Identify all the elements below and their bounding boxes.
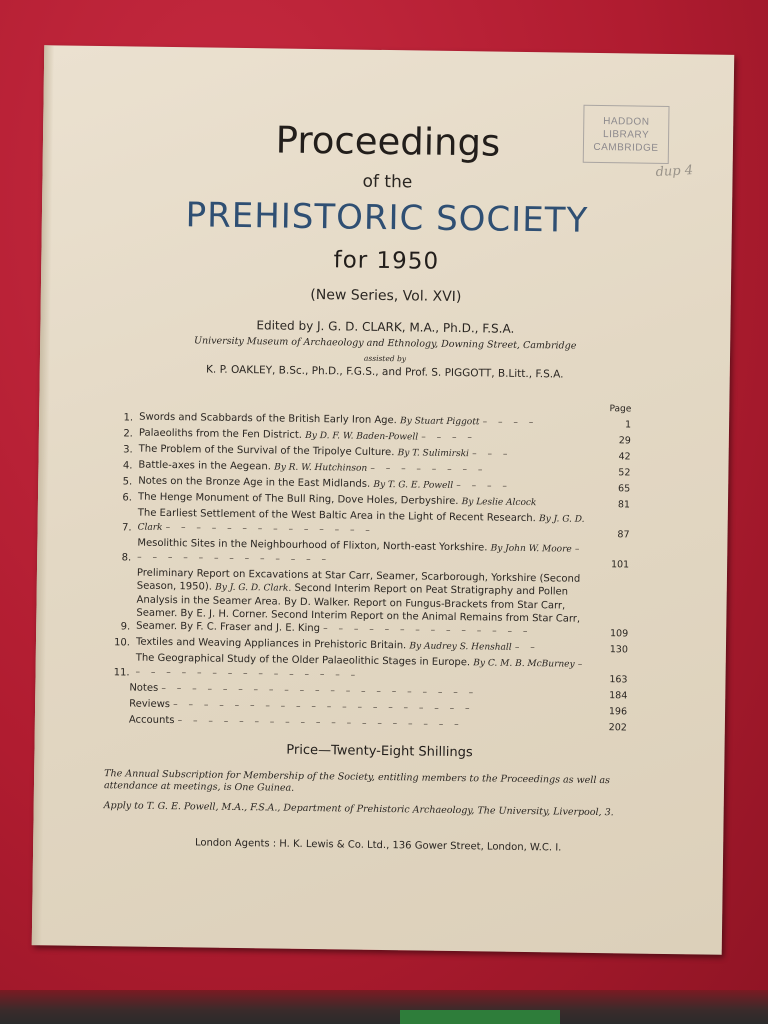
toc-entry-author: By J. G. D. Clark. [215,582,292,594]
title-of-the: of the [362,171,413,193]
toc-entry-page: 81 [617,499,631,511]
toc-entry-number: 11. [113,667,130,679]
toc-misc-title: Reviews [129,698,171,711]
toc-entry-author: By T. G. E. Powell [373,479,454,491]
pencil-annotation: dup 4 [654,162,694,181]
toc-entry: 1. Swords and Scabbards of the British Early Iron Age. By Stuart Piggott – – – – 1 [111,410,631,431]
toc-entry-page: 130 [609,644,629,656]
toc-entry-page: 42 [618,451,631,463]
toc-entry-page: 29 [618,435,631,447]
table-of-contents [107,396,632,736]
toc-entry-number: 7. [121,522,132,534]
toc-misc-title: Accounts [128,714,175,727]
toc-entry-page: 1 [624,419,632,431]
toc-entry-title: Textiles and Weaving Appliances in Prehistoric Britain. [135,636,407,652]
title-proceedings: Proceedings [275,118,501,165]
toc-misc-entry: Accounts – – – – – – – – – – – – – – – – – – – 202 [128,714,627,734]
toc-entry-number: 4. [122,460,133,472]
toc-entry-number: 3. [123,444,133,456]
toc-entry-extra: Second Interim Report on Peat Stratigraphy and Pollen Analysis in the Seamer Area. By D. Walker. Report on Fungus-Brackets from Star Carr, Seamer. By E. J. H. Corner. Second Interim Report on the Animal Remains from Star Carr, Seamer. By F. C. Fraser and J. E. King [136,582,581,635]
toc-entry-title: Palaeoliths from the Fen District. [138,427,303,441]
toc-entry-page: 52 [618,467,631,479]
toc-entry-author: By Leslie Alcock [461,497,537,509]
toc-entry-number: 8. [121,552,132,564]
stamp-line: LIBRARY [602,128,650,141]
toc-entry-author: By T. Sulimirski [397,448,470,460]
toc-entry-title: The Problem of the Survival of the Tripolye Culture. [138,443,395,459]
price-line: Price—Twenty-Eight Shillings [286,742,473,761]
toc-entry-number: 10. [113,637,131,649]
toc-misc-entry: Reviews – – – – – – – – – – – – – – – – – – – – 196 [129,698,628,718]
toc-misc-title: Notes [129,682,159,694]
toc-entry-author: By C. M. B. McBurney [473,658,575,670]
toc-misc-page: 202 [608,722,627,734]
title-year: for 1950 [333,247,440,275]
title-society: PREHISTORIC SOCIETY [185,195,589,241]
stamp-line: HADDON [603,115,650,128]
toc-entry: 8. Mesolithic Sites in the Neighbourhood of Flixton, North-east Yorkshire. By John W. Moore – – – – – – – – – – – – – – 101 [109,536,629,571]
series-volume: (New Series, Vol. XVI) [310,286,462,306]
toc-entry: 3. The Problem of the Survival of the Tripolye Culture. By T. Sulimirski – – – 42 [111,442,631,463]
toc-entry-author: By Audrey S. Henshall [409,641,512,653]
toc-entry-number: 9. [120,621,131,633]
stamp-line: CAMBRIDGE [593,141,659,154]
toc-entry: 10. Textiles and Weaving Appliances in Prehistoric Britain. By Audrey S. Henshall – – 130 [108,635,628,656]
toc-misc-entry: Notes – – – – – – – – – – – – – – – – – – – – – 184 [129,682,628,702]
toc-entry-title: The Earliest Settlement of the West Baltic Area in the Light of Recent Research. [137,507,536,525]
toc-entry-title: Battle-axes in the Aegean. [138,459,272,473]
apply-text: Apply to T. G. E. Powell, M.A., F.S.A., Department of Prehistoric Archaeology, The University, Liverpool, 3. [103,800,614,819]
toc-misc-page: 184 [609,690,628,702]
toc-entry-title: Mesolithic Sites in the Neighbourhood of Flixton, North-east Yorkshire. [137,537,488,554]
toc-entry: 9. Preliminary Report on Excavations at Star Carr, Seamer, Scarborough, Yorkshire (Second Season, 1950). By J. G. D. Clark. Second Interim Report on Peat Stratigraphy and Pollen Analysis in the Seamer Area. By D. Walker. Report on Fungus-Brackets from Star Carr, Seamer. By E. J. H. Corner. Second Interim Report on the Animal Remains from Star Carr, Seamer. By F. C. Fraser and J. E. King – – – – – – – – – – – – – – 109 [108,566,629,640]
toc-entry-author: By John W. Moore [490,543,572,555]
journal-cover [32,45,734,955]
subscription-text: The Annual Subscription for Membership of the Society, entitling members to the Proceedings as well as attendance at meetings, is One Guinea. [103,768,611,794]
toc-entry-number: 6. [122,492,133,504]
toc-entry-title: Preliminary Report on Excavations at Star Carr, Seamer, Scarborough, Yorkshire (Second Season, 1950). [136,567,581,593]
toc-page-header: Page [609,404,632,415]
toc-entry-title: The Geographical Study of the Older Palaeolithic Stages in Europe. [135,652,471,669]
toc-entry-page: 65 [618,483,631,495]
toc-entry-author: By J. G. D. Clark [137,514,585,533]
toc-misc-page: 196 [608,706,628,718]
bottom-table-edge [0,990,768,1024]
toc-entry-number: 1. [123,412,134,424]
toc-entry-title: Notes on the Bronze Age in the East Midlands. [138,475,371,490]
toc-entry: 11. The Geographical Study of the Older Palaeolithic Stages in Europe. By C. M. B. McBurney – – – – – – – – – – – – – – – – 163 [107,651,627,686]
toc-entry-author: By Stuart Piggott [400,416,480,428]
toc-entry: 2. Palaeoliths from the Fen District. By D. F. W. Baden-Powell – – – – 29 [111,426,631,447]
toc-entry: 7. The Earliest Settlement of the West Baltic Area in the Light of Recent Research. By J. G. D. Clark – – – – – – – – – – – – – – 87 [109,506,629,541]
assisted-by-line: assisted by [363,353,407,364]
green-object-edge [400,1010,560,1024]
toc-entry-page: 109 [609,628,629,640]
london-agents-line: London Agents : H. K. Lewis & Co. Ltd., 136 Gower Street, London, W.C. I. [194,837,562,854]
toc-entry-page: 163 [609,674,628,686]
toc-entry-author: By D. F. W. Baden-Powell [305,430,419,443]
toc-entry: 4. Battle-axes in the Aegean. By R. W. Hutchinson – – – – – – – – 52 [110,458,630,479]
institution-line: University Museum of Archaeology and Ethnology, Downing Street, Cambridge [193,335,577,352]
assistants-line: K. P. OAKLEY, B.Sc., Ph.D., F.G.S., and Prof. S. PIGGOTT, B.Litt., F.S.A. [205,363,564,381]
toc-entry-page: 87 [617,529,630,541]
toc-entry-page: 101 [610,559,630,571]
toc-entry-number: 2. [123,428,133,440]
toc-entry-number: 5. [122,476,133,488]
toc-entry-author: By R. W. Hutchinson [274,462,368,474]
toc-entry-title: The Henge Monument of The Bull Ring, Dove Holes, Derbyshire. [137,491,459,508]
editor-line: Edited by J. G. D. CLARK, M.A., Ph.D., F.S.A. [256,318,515,336]
toc-entry-title: Swords and Scabbards of the British Early Iron Age. [139,411,397,427]
toc-entry: 5. Notes on the Bronze Age in the East Midlands. By T. G. E. Powell – – – – 65 [110,474,630,495]
